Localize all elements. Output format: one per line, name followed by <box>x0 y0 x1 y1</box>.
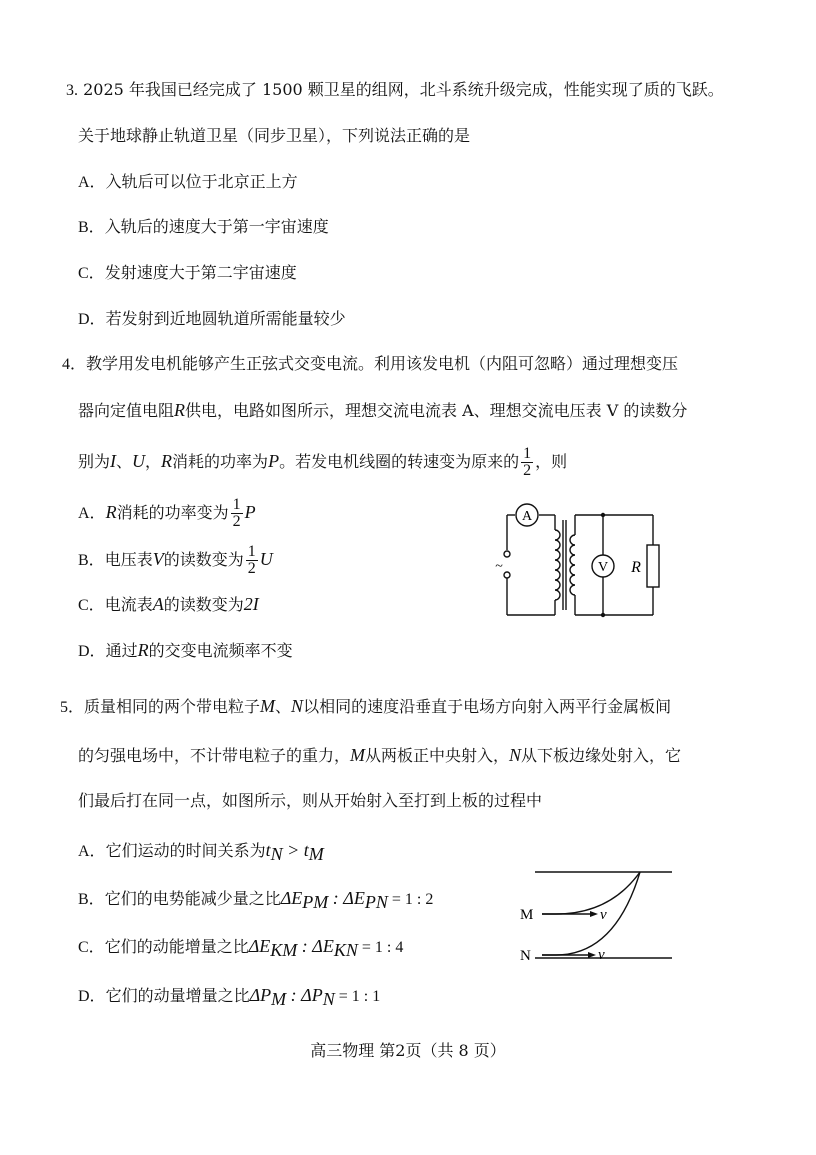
q5-option-a: A．它们运动的时间关系为$t_N > t_M$ <box>78 840 324 865</box>
q3-option-b: B．入轨后的速度大于第一宇宙速度 <box>78 217 329 236</box>
page-footer: 高三物理 第2页（共 8 页） <box>310 1041 506 1060</box>
q4-circuit-diagram <box>495 500 665 625</box>
velocity-label-n: v <box>598 947 605 963</box>
q5-stem-line1: 5．质量相同的两个带电粒子M、N以相同的速度沿垂直于电场方向射入两平行金属板间 <box>60 696 672 716</box>
fraction-one-half: $\frac{1}{2}$ <box>523 445 532 479</box>
q4-stem-line1: 4．教学用发电机能够产生正弦式交变电流。利用该发电机（内阻可忽略）通过理想变压 <box>62 354 679 373</box>
q3-option-c: C．发射速度大于第二宇宙速度 <box>78 263 297 282</box>
q5-option-d: D．它们的动量增量之比$\Delta P_M$ : $\Delta P_N = 1$ : 1 <box>78 985 381 1010</box>
q3-stem-text1: 2025 年我国已经完成了 1500 颗卫星的组网，北斗系统升级完成，性能实现了质的飞跃。 <box>83 80 724 99</box>
q5-stem-line3: 们最后打在同一点，如图所示，则从开始射入至打到上板的过程中 <box>78 791 543 810</box>
velocity-label-m: v <box>600 907 607 923</box>
q4-option-d: D．通过R的交变电流频率不变 <box>78 640 293 660</box>
q4-stem-line2: 器向定值电阻R供电，电路如图所示，理想交流电流表 A、理想交流电压表 V 的读数分 <box>78 400 688 420</box>
q4-option-b: B．电压表V的读数变为 $\frac{1}{2}$ U <box>78 543 273 577</box>
ac-source-symbol: ~ <box>495 559 503 574</box>
label-n: N <box>520 948 531 964</box>
q5-option-c: C．它们的动能增量之比$\Delta E_{KM}$ : $\Delta E_{KN} = 1$ : 4 <box>78 936 404 961</box>
q3-number: 3. <box>66 82 78 99</box>
q4-option-a: A．R消耗的功率变为 $\frac{1}{2}$ P <box>78 496 256 530</box>
q3-stem-line2: 关于地球静止轨道卫星（同步卫星），下列说法正确的是 <box>78 126 471 145</box>
q4-number: 4． <box>62 356 87 373</box>
q4-option-c: C．电流表A的读数变为2I <box>78 594 259 614</box>
q5-option-b: B．它们的电势能减少量之比$\Delta E_{PM}$ : $\Delta E_{PN} = 1$ : 2 <box>78 888 434 913</box>
q4-stem-line3: 别为I、U，R消耗的功率为P。若发电机线圈的转速变为原来的 $\frac{1}{2}$ ，则 <box>78 445 568 479</box>
q5-parallel-plates-diagram <box>510 862 680 967</box>
q3-option-a: A．入轨后可以位于北京正上方 <box>78 172 298 191</box>
label-m: M <box>520 907 534 923</box>
ammeter-label: A <box>521 509 533 524</box>
voltmeter-label: V <box>597 560 609 575</box>
q5-stem-line2: 的匀强电场中，不计带电粒子的重力，M从两板正中央射入，N从下板边缘处射入，它 <box>78 745 682 765</box>
q3-stem-line1 <box>66 80 724 101</box>
q5-number: 5． <box>60 699 85 716</box>
resistor-label: R <box>631 559 641 576</box>
q3-option-d: D．若发射到近地圆轨道所需能量较少 <box>78 309 346 328</box>
